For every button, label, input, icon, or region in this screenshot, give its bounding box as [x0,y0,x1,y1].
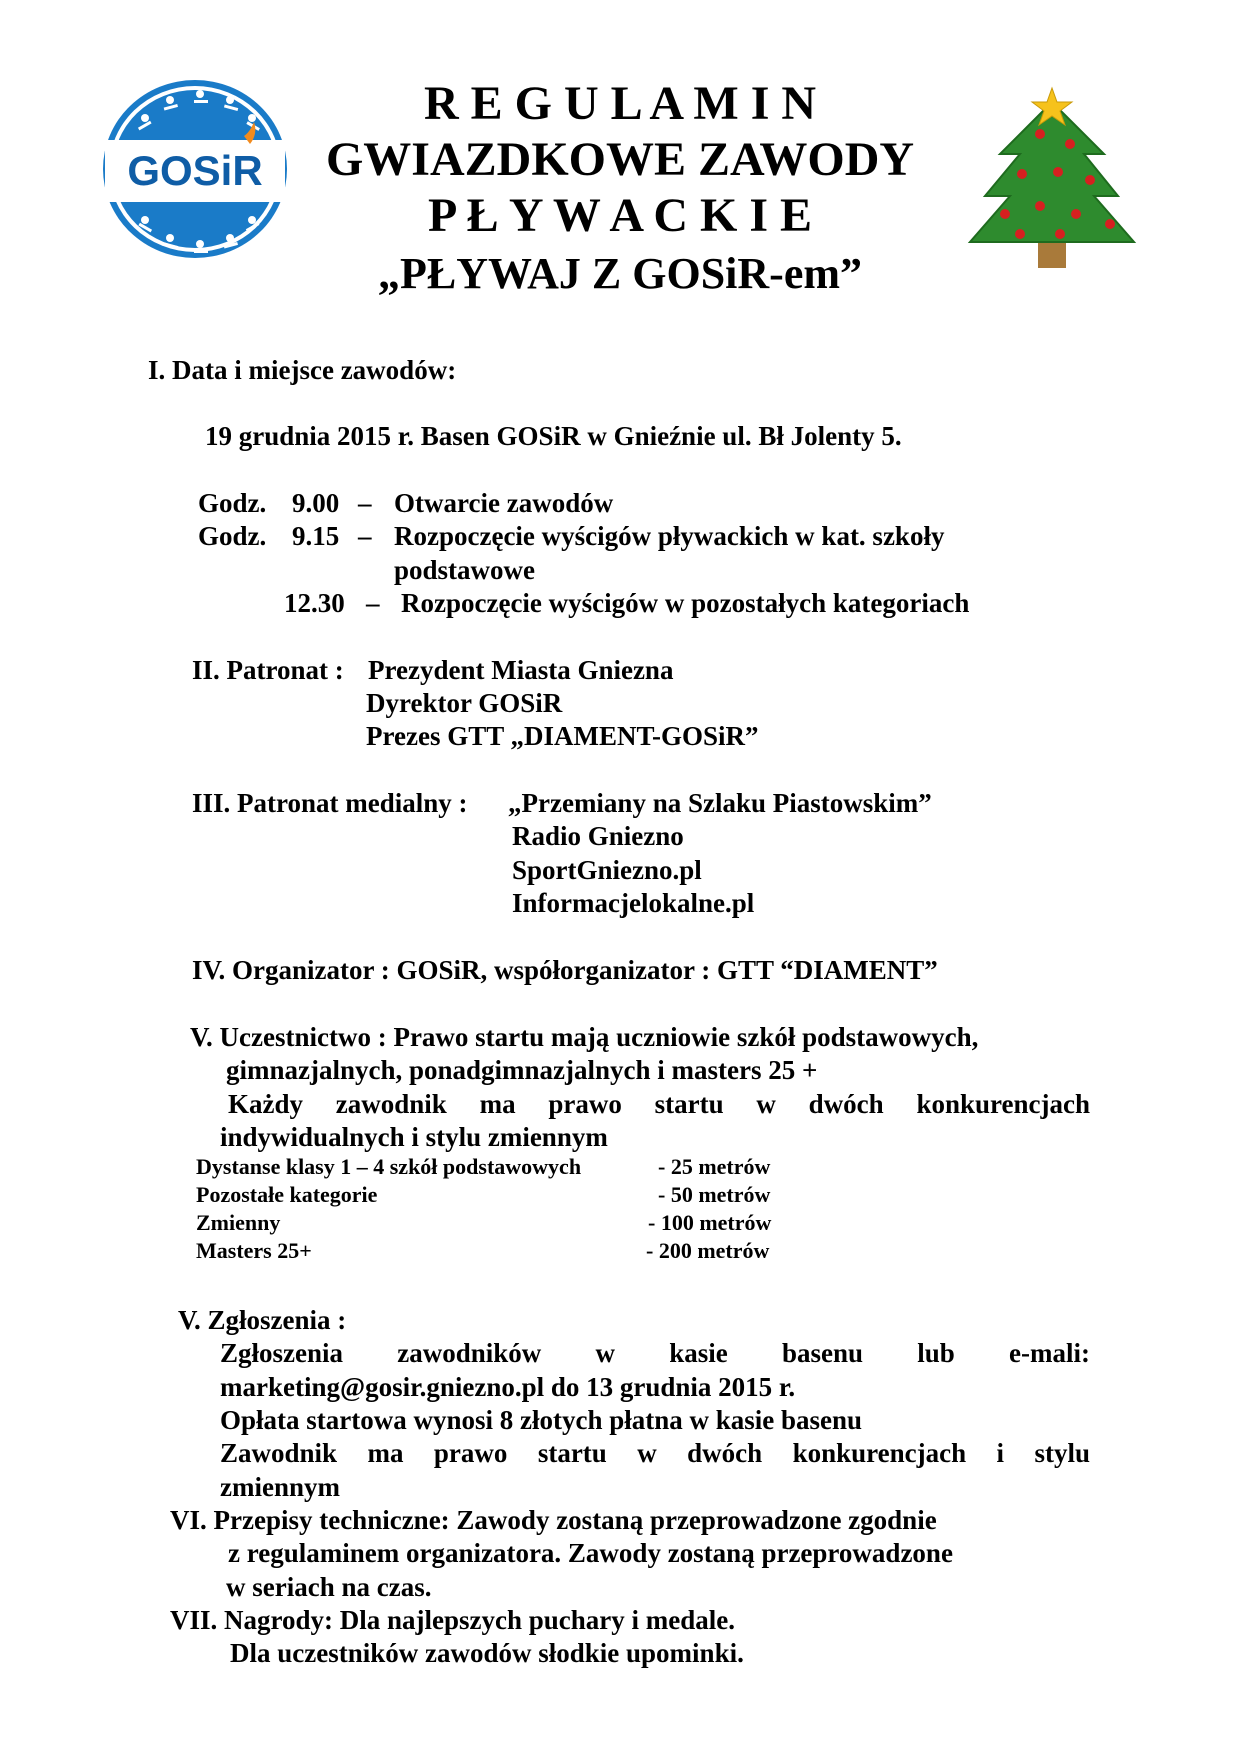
schedule-row [198,486,266,520]
distance-value: - 200 metrów [646,1238,770,1263]
technical-rules-line: w seriach na czas. [226,1572,432,1602]
title-line3: P Ł Y W A C K I E [427,189,813,242]
schedule-label: Godz. [198,521,267,551]
patron-line: Dyrektor GOSiR [366,688,563,718]
media-patron-line: „Przemiany na Szlaku Piastowskim” [508,788,932,818]
prizes-line: Dla uczestników zawodów słodkie upominki. [230,1638,744,1668]
date-place: 19 grudnia 2015 r. Basen GOSiR w Gnieźnie ul. Bł Jolenty 5. [205,421,902,451]
registration-line: Zgłoszenia zawodników w kasie basenu lub e-mali: [220,1338,1090,1368]
schedule-text: Rozpoczęcie wyścigów w pozostałych kategoriach [401,588,970,618]
logo-text: GOSiR [127,147,263,194]
schedule-dash: – [358,488,372,518]
technical-rules-line: VI. Przepisy techniczne: Zawody zostaną przeprowadzone zgodnie [170,1505,937,1535]
schedule-time: 9.00 [292,488,340,518]
registration-email: marketing@gosir.gniezno.pl do 13 grudnia 2015 r. [220,1372,796,1402]
patron-line: Prezydent Miasta Gniezna [368,655,674,685]
distance-value: - 25 metrów [658,1154,771,1179]
section-1-heading: I. Data i miejsce zawodów: [148,355,457,385]
distance-label: Masters 25+ [196,1238,312,1263]
section-2-heading: II. Patronat : [192,655,344,685]
patron-line: Prezes GTT „DIAMENT-GOSiR” [366,721,759,751]
distance-label: Dystanse klasy 1 – 4 szkół podstawowych [196,1154,582,1179]
distance-value: - 100 metrów [648,1210,772,1235]
gosir-logo [100,78,290,260]
schedule-time: 9.15 [292,521,340,551]
organizer-line: IV. Organizator : GOSiR, współorganizator : GTT “DIAMENT” [192,955,938,985]
title-regulamin: R E G U L A M I N [423,77,817,130]
participation-line: indywidualnych i stylu zmiennym [220,1122,608,1152]
schedule-text: podstawowe [394,555,536,585]
media-patron-line: SportGniezno.pl [512,855,702,885]
schedule-text: Otwarcie zawodów [394,488,614,518]
title-line4: „PŁYWAJ Z GOSiR-em” [378,249,862,298]
distance-value: - 50 metrów [658,1182,771,1207]
section-3-heading: III. Patronat medialny : [192,788,468,818]
schedule-time: 12.30 [284,588,345,618]
registration-line: Zawodnik ma prawo startu w dwóch konkurencjach i stylu [220,1438,1090,1468]
distance-label: Zmienny [196,1210,281,1235]
technical-rules-line: z regulaminem organizatora. Zawody zostaną przeprowadzone [228,1538,953,1568]
schedule-text: Rozpoczęcie wyścigów pływackich w kat. szkoły [394,521,945,551]
participation-line: V. Uczestnictwo : Prawo startu mają uczniowie szkół podstawowych, [190,1022,979,1052]
registration-heading: V. Zgłoszenia : [178,1305,347,1335]
registration-line: Opłata startowa wynosi 8 złotych płatna w kasie basenu [220,1405,863,1435]
prizes-line: VII. Nagrody: Dla najlepszych puchary i medale. [170,1605,736,1635]
title-line2: GWIAZDKOWE ZAWODY [325,133,915,186]
media-patron-line: Informacjelokalne.pl [512,888,755,918]
registration-line: zmiennym [220,1472,340,1502]
media-patron-line: Radio Gniezno [512,821,684,851]
schedule-dash: – [366,588,380,618]
schedule-dash: – [358,521,372,551]
participation-line: Każdy zawodnik ma prawo startu w dwóch konkurencjach [228,1089,1090,1119]
christmas-tree-icon [960,84,1140,274]
participation-line: gimnazjalnych, ponadgimnazjalnych i masters 25 + [226,1055,818,1085]
schedule-label: Godz. [198,488,267,518]
distance-label: Pozostałe kategorie [196,1182,378,1207]
